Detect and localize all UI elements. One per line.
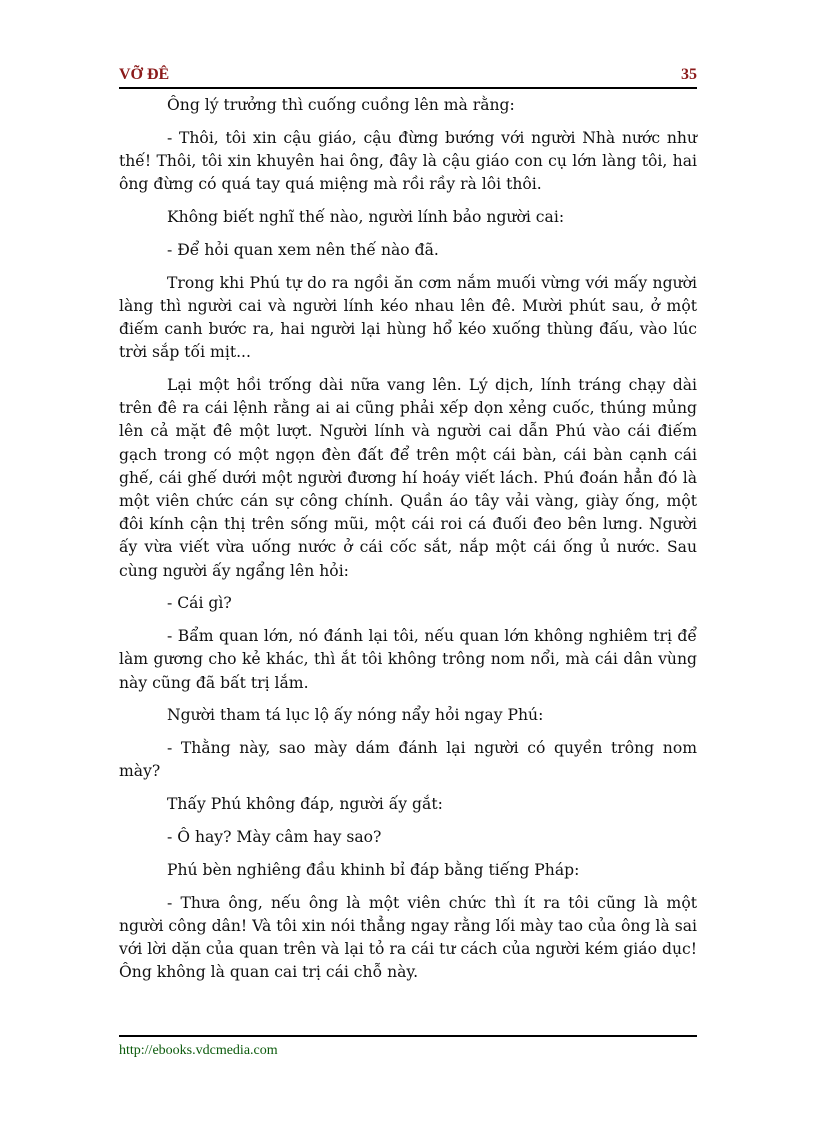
paragraph: - Bẩm quan lớn, nó đánh lại tôi, nếu quan lớn không nghiêm trị để làm gương cho kẻ khác, thì ắt tôi không trông nom nổi, mà cái dân vùng này cũng đã bất trị lắm. [119,627,697,692]
paragraph: Phú bèn nghiêng đầu khinh bỉ đáp bằng tiếng Pháp: [167,860,580,879]
paragraph: Trong khi Phú tự do ra ngồi ăn cơm nắm muối vừng với mấy người làng thì người cai và người lính kéo nhau lên đê. Mười phút sau, ở một điếm canh bước ra, hai người lại hùng hổ kéo xuống thùng đấu, vào lúc trời sắp tối mịt... [119,273,697,362]
paragraph: - Ô hay? Mày câm hay sao? [167,828,382,847]
book-title: VỠ ĐÊ [119,66,170,83]
footer-divider [119,1035,697,1037]
paragraph: Người tham tá lục lộ ấy nóng nẩy hỏi ngay Phú: [167,706,544,725]
header-divider [119,87,697,89]
paragraph: Lại một hồi trống dài nữa vang lên. Lý dịch, lính tráng chạy dài trên đê ra cái lệnh rằng ai ai cũng phải xếp dọn xẻng cuốc, thúng mủng lên cả mặt đê một lượt. Người lính và người cai dẫn Phú vào cái điếm gạch trong có một ngọn đèn đất để trên một cái bàn, cái bàn cạnh cái ghế, cái ghế dưới một người đương hí hoáy viết lách. Phú đoán hẳn đó là một viên chức cán sự công chính. Quần áo tây vải vàng, giày ống, một đôi kính cận thị trên sống mũi, một cái roi cá đuối đeo bên lưng. Người ấy vừa viết vừa uống nước ở cái cốc sắt, nắp một cái ống ủ nước. Sau cùng người ấy ngẩng lên hỏi: [119,376,697,580]
footer-link[interactable]: http://ebooks.vdcmedia.com [119,1043,278,1058]
paragraph: Thấy Phú không đáp, người ấy gắt: [167,795,443,814]
paragraph: - Thưa ông, nếu ông là một viên chức thì ít ra tôi cũng là một người công dân! Và tôi xin nói thẳng ngay rằng lối mày tao của ông là sai với lời dặn của quan trên và lại tỏ ra cái tư cách của người kém giáo dục! Ông không là quan cai trị cái chỗ này. [119,893,697,982]
paragraph: - Cái gì? [167,594,232,613]
paragraph: - Thôi, tôi xin cậu giáo, cậu đừng bướng với người Nhà nước như thế! Thôi, tôi xin khuyên hai ông, đây là cậu giáo con cụ lớn làng tôi, hai ông đừng có quá tay quá miệng mà rồi rầy rà lôi thôi. [119,128,697,194]
page-header [119,60,697,84]
paragraph: - Thằng này, sao mày dám đánh lại người có quyền trông nom mày? [119,739,697,781]
paragraph: - Để hỏi quan xem nên thế nào đã. [167,240,439,259]
paragraph: Ông lý trưởng thì cuống cuồng lên mà rằng: [167,96,515,114]
page-number: 35 [681,66,697,83]
paragraph: Không biết nghĩ thế nào, người lính bảo người cai: [167,208,565,226]
page-body [119,94,697,994]
